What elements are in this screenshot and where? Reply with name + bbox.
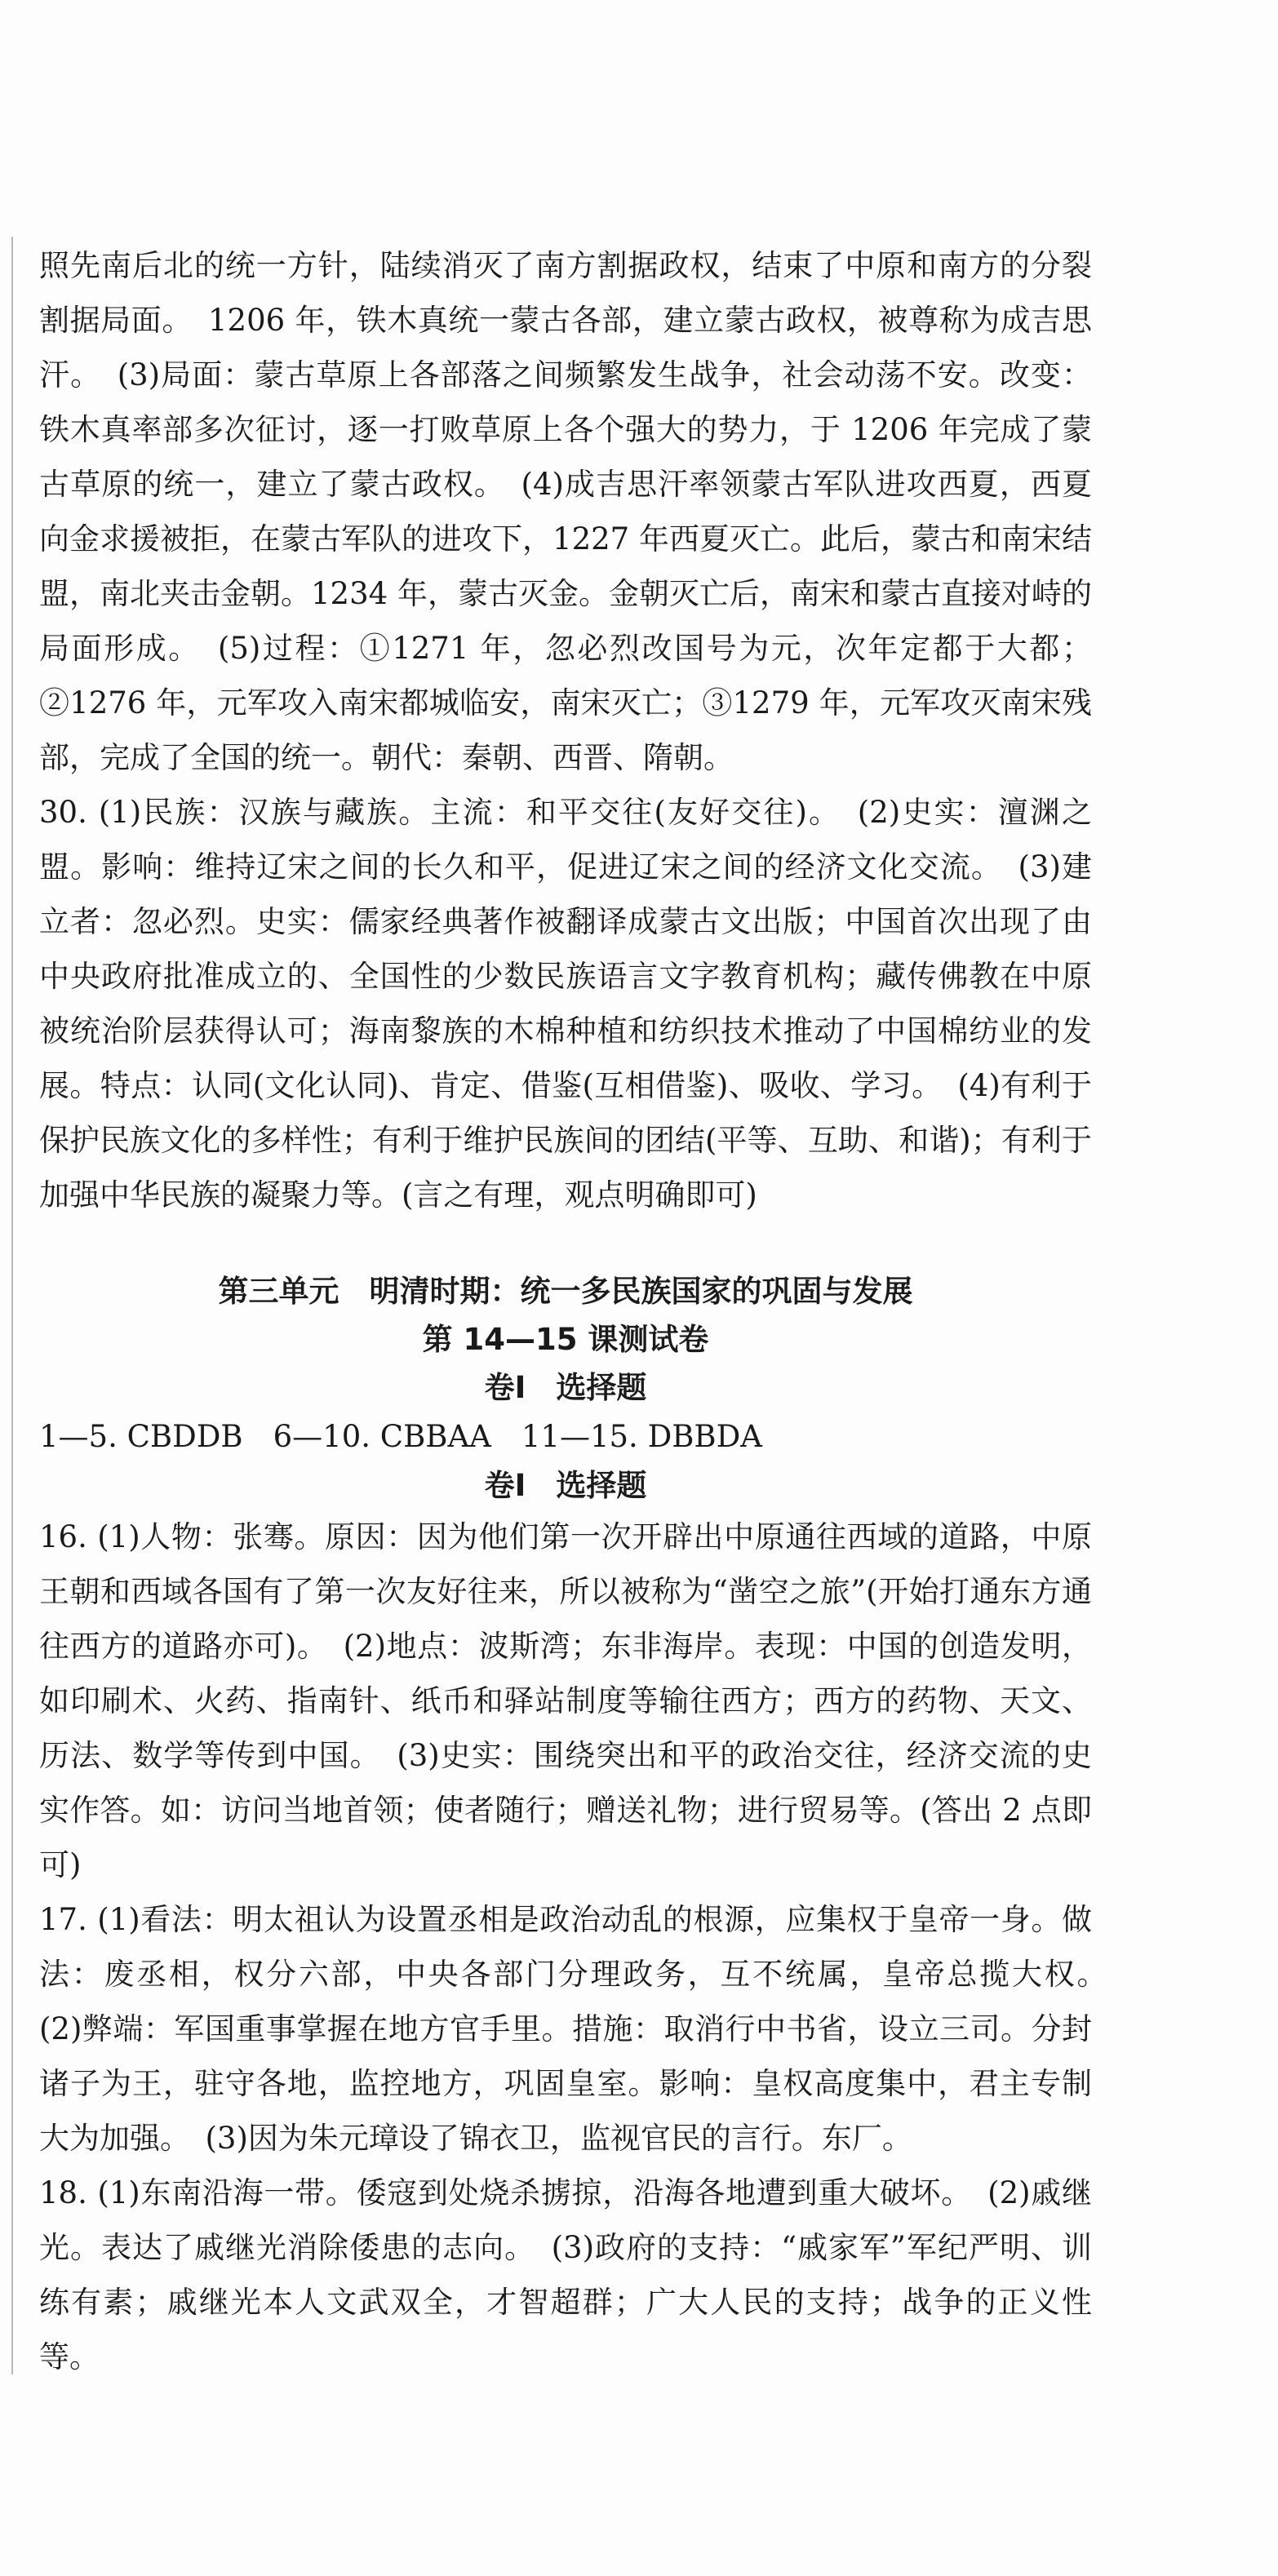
part1-title: 卷Ⅰ 选择题 [484,1370,647,1405]
answer-17: 17. (1)看法：明太祖认为设置丞相是政治动乱的根源，应集权于皇帝一身。做法：废丞相，权分六部，中央各部门分理政务，互不统属，皇帝总揽大权。 (2)弊端：军国重事掌握在地方官手里。措施：取消行中书省，设立三司。分封诸子为王，驻守各地，监控地方，巩固皇室。影响：皇权高度集中，君主专制大为加强。 (3)因为朱元璋设了锦衣卫，监视官民的言行。东厂。 [39,1902,1122,2156]
unit-heading-block [39,1267,1092,1412]
answer-continuation: 照先南后北的统一方针，陆续消灭了南方割据政权，结束了中原和南方的分裂割据局面。 1206 年，铁木真统一蒙古各部，建立蒙古政权，被尊称为成吉思汗。 (3)局面：蒙古草原上各部落之间频繁发生战争，社会动荡不安。改变：铁木真率部多次征讨，逐一打败草原上各个强大的势力，于 1206 年完成了蒙古草原的统一，建立了蒙古政权。 (4)成吉思汗率领蒙古军队进攻西夏，西夏向金求援被拒，在蒙古军队的进攻下，1227 年西夏灭亡。此后，蒙古和南宋结盟，南北夹击金朝。1234 年，蒙古灭金。金朝灭亡后，南宋和蒙古直接对峙的局面形成。 (5)过程：①1271 年，忽必烈改国号为元，次年定都于大都；②1276 年，元军攻入南宋都城临安，南宋灭亡；③1279 年，元军攻灭南宋残部，完成了全国的统一。朝代：秦朝、西晋、隋朝。 [39,248,1092,775]
page-content [39,238,1122,2384]
answer-18: 18. (1)东南沿海一带。倭寇到处烧杀掳掠，沿海各地遭到重大破坏。 (2)戚继光。表达了戚继光消除倭患的志向。 (3)政府的支持：“戚家军”军纪严明、训练有素；戚继光本人文武双全，才智超群；广大人民的支持；战争的正义性等。 [39,2175,1092,2374]
unit-title: 第三单元 明清时期：统一多民族国家的巩固与发展 [218,1274,913,1309]
left-binding-line [11,237,13,2374]
answer-30: 30. (1)民族：汉族与藏族。主流：和平交往(友好交往)。 (2)史实：澶渊之盟。影响：维持辽宋之间的长久和平，促进辽宋之间的经济文化交流。 (3)建立者：忽必烈。史实：儒家经典著作被翻译成蒙古文出版；中国首次出现了由中央政府批准成立的、全国性的少数民族语言文字教育机构；藏传佛教在中原被统治阶层获得认可；海南黎族的木棉种植和纺织技术推动了中国棉纺业的发展。特点：认同(文化认同)、肯定、借鉴(互相借鉴)、吸收、学习。 (4)有利于保护民族文化的多样性；有利于维护民族间的团结(平等、互助、和谐)；有利于加强中华民族的凝聚力等。(言之有理，观点明确即可) [39,795,1092,1213]
part2-title: 卷Ⅰ 选择题 [484,1468,647,1503]
answer-16: 16. (1)人物：张骞。原因：因为他们第一次开辟出中原通往西域的道路，中原王朝和西域各国有了第一次友好往来，所以被称为“凿空之旅”(开始打通东方通往西方的道路亦可)。 (2)地点：波斯湾；东非海岸。表现：中国的创造发明，如印刷术、火药、指南针、纸币和驿站制度等输往西方；西方的药物、天文、历法、数学等传到中国。 (3)史实：围绕突出和平的政治交往，经济交流的史实作答。如：访问当地首领；使者随行；赠送礼物；进行贸易等。(答出 2 点即可) [39,1519,1092,1882]
test-title: 第 14—15 课测试卷 [422,1322,709,1357]
choice-answers: 1—5. CBDDB 6—10. CBBAA 11—15. DBBDA [39,1419,763,1454]
